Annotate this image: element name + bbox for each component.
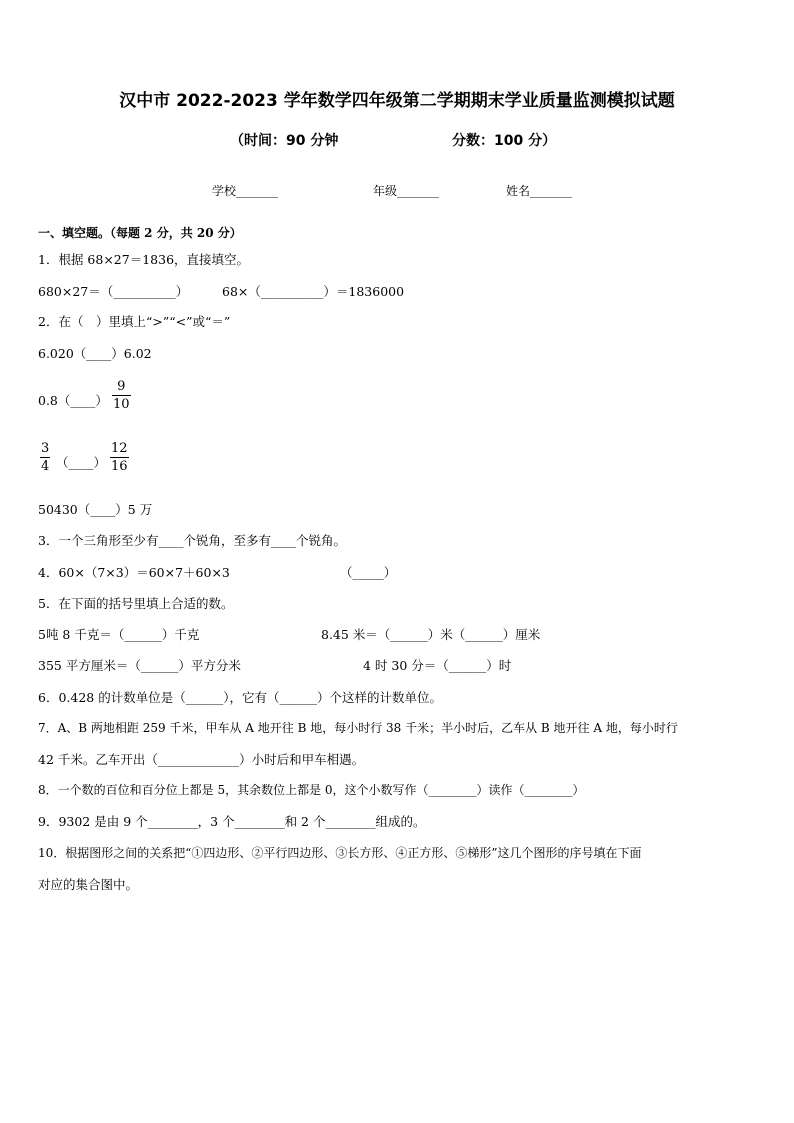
grade-field: 年级_______ (373, 184, 440, 198)
page-title: 汉中市 2022-2023 学年数学四年级第二学期期末学业质量监测模拟试题 (119, 91, 675, 111)
fraction-denominator: 10 (113, 397, 130, 412)
question-2-row-4: 50430（____）5 万 (38, 502, 153, 517)
question-5-part-a: 5吨 8 千克＝（______）千克 (38, 627, 200, 642)
question-1-part-a: 680×27＝（__________） (38, 284, 189, 299)
question-10-line-1: 10．根据图形之间的关系把“①四边形、②平行四边形、③长方形、④正方形、⑤梯形”这几个图形的序号填在下面 (38, 846, 642, 860)
fraction-three-quarters (40, 440, 50, 475)
fraction-numerator: 9 (117, 379, 126, 394)
question-7-line-2: 42 千米。乙车开出（_____________）小时后和甲车相遇。 (38, 752, 365, 767)
fraction-denominator: 4 (41, 459, 50, 474)
question-2-row-1: 6.020（____）6.02 (38, 346, 152, 361)
question-5-stem: 5．在下面的括号里填上合适的数。 (38, 596, 234, 611)
question-2-row-2-left: 0.8（____） (38, 393, 108, 408)
question-7-line-1: 7．A、B 两地相距 259 千米，甲车从 A 地开往 B 地，每小时行 38 千米；半小时后，乙车从 B 地开往 A 地，每小时行 (38, 721, 678, 735)
question-5-part-b: 8.45 米＝（______）米（______）厘米 (321, 627, 541, 642)
fraction-nine-tenths (112, 378, 131, 413)
question-5-part-c: 355 平方厘米＝（______）平方分米 (38, 658, 241, 673)
exam-score: 分数：100 分） (452, 133, 557, 149)
question-5-part-d: 4 时 30 分＝（______）时 (363, 658, 512, 673)
school-field: 学校_______ (212, 184, 279, 198)
question-4-stem: 4．60×（7×3）＝60×7＋60×3 (38, 565, 230, 580)
question-2-row-3-mid: （____） (56, 455, 107, 470)
question-3: 3．一个三角形至少有____个锐角，至多有____个锐角。 (38, 533, 346, 548)
question-10-line-2: 对应的集合图中。 (38, 877, 139, 892)
fraction-twelve-sixteenths (110, 440, 129, 475)
question-1-stem: 1．根据 68×27＝1836，直接填空。 (38, 252, 250, 267)
question-2-stem: 2．在（ ）里填上“>”“<”或“＝” (38, 314, 231, 329)
question-8: 8．一个数的百位和百分位上都是 5，其余数位上都是 0，这个小数写作（________）读作（________） (38, 783, 585, 797)
fraction-numerator: 3 (41, 441, 50, 456)
name-field: 姓名_______ (506, 184, 573, 198)
question-6: 6．0.428 的计数单位是（______），它有（______）个这样的计数单位。 (38, 690, 442, 705)
fraction-numerator: 12 (111, 441, 128, 456)
section-heading: 一、填空题。（每题 2 分，共 20 分） (38, 226, 242, 240)
fraction-denominator: 16 (111, 459, 128, 474)
question-1-part-b: 68×（__________）＝1836000 (222, 284, 405, 299)
question-9: 9．9302 是由 9 个________，3 个________和 2 个________组成的。 (38, 814, 426, 829)
exam-time: （时间：90 分钟 (230, 133, 339, 149)
question-4-blank: （_____） (340, 565, 397, 580)
